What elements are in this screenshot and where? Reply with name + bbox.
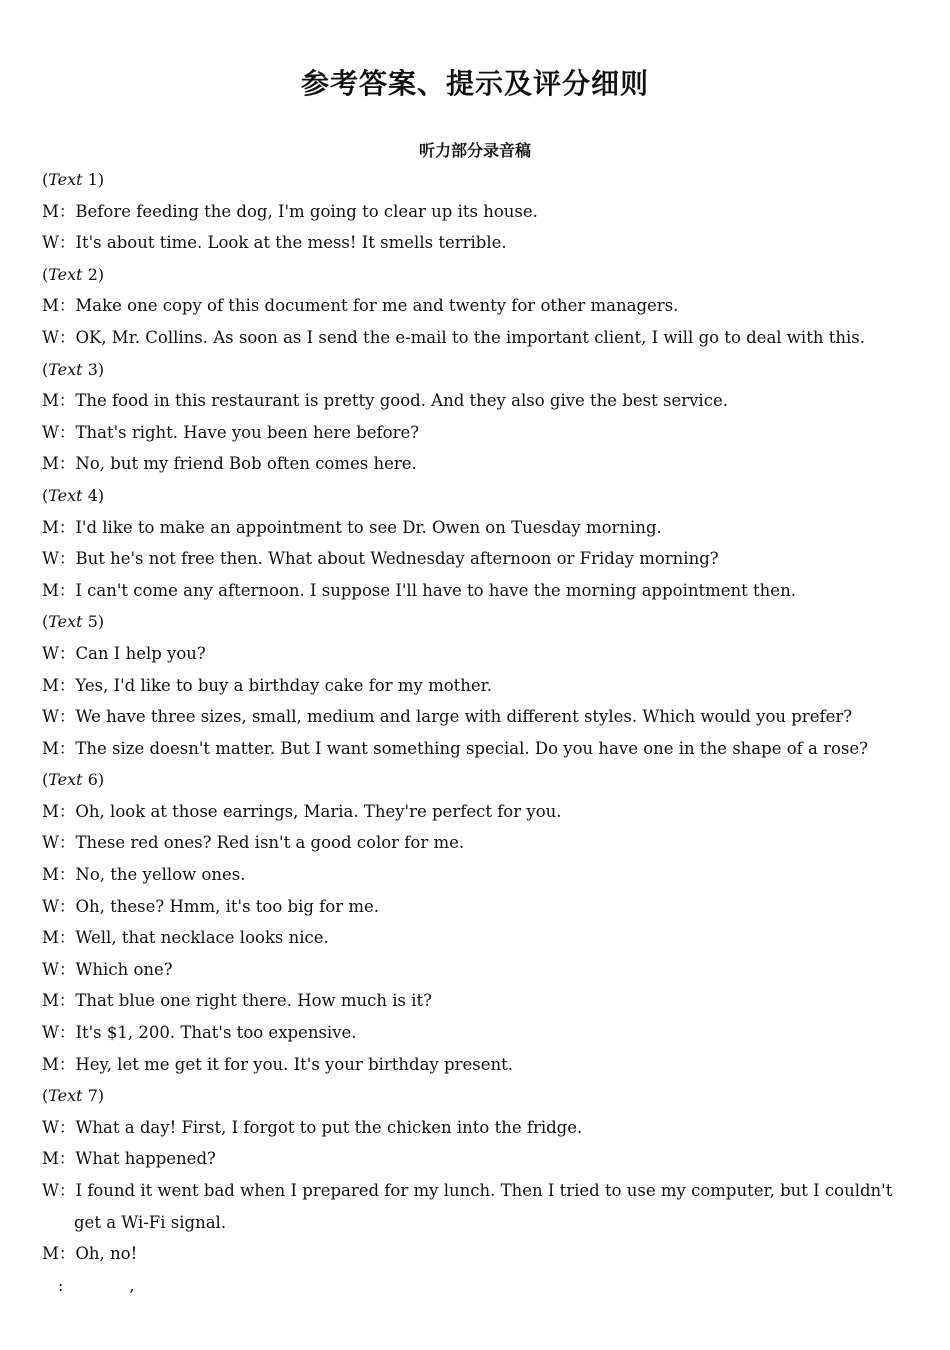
label-number: 2) [82, 264, 105, 284]
dialogue-text: Make one copy of this document for me and twenty for other managers. [75, 296, 679, 316]
dialogue-text: Well, that necklace looks nice. [75, 928, 329, 948]
label-word: Text [48, 264, 83, 284]
speaker-separator: ： [58, 580, 76, 600]
dialogue-line [42, 385, 914, 417]
dialogue-text: The size doesn't matter. But I want something special. Do you have one in the shape of a rose? [75, 738, 868, 758]
speaker-separator: ： [58, 391, 76, 411]
speaker-tag: M [42, 738, 59, 758]
label-number: 7) [82, 1086, 105, 1106]
speaker-separator: ： [58, 1117, 76, 1137]
dialogue-line [42, 670, 914, 702]
speaker-tag: M [42, 1244, 59, 1264]
speaker-separator: ： [58, 865, 76, 885]
dialogue-line [42, 1143, 914, 1175]
dialogue-line [42, 322, 914, 354]
dialogue-text: What a day! First, I forgot to put the chicken into the fridge. [75, 1117, 583, 1137]
dialogue-text: No, but my friend Bob often comes here. [75, 454, 417, 474]
dialogue-text: That's right. Have you been here before? [75, 422, 420, 442]
text-section-label [42, 764, 914, 796]
dialogue-line [42, 448, 914, 480]
dialogue-text: I found it went bad when I prepared for my lunch. Then I tried to use my computer, but I couldn't get a Wi-Fi signal. [74, 1181, 893, 1232]
speaker-tag: M [42, 296, 59, 316]
dialogue-line [42, 1238, 914, 1270]
label-number: 5) [82, 612, 105, 632]
dialogue-line [42, 1049, 914, 1081]
dialogue-line [42, 796, 914, 828]
dialogue-line [42, 859, 914, 891]
speaker-tag: M [42, 675, 59, 695]
speaker-tag: M [42, 580, 59, 600]
speaker-separator: ： [58, 991, 76, 1011]
dialogue-line [42, 196, 914, 228]
dialogue-text: The food in this restaurant is pretty good. And they also give the best service. [75, 391, 728, 411]
dialogue-text: But he's not free then. What about Wednesday afternoon or Friday morning? [75, 549, 719, 569]
speaker-tag: M [42, 1054, 59, 1074]
speaker-tag: W [42, 959, 59, 979]
speaker-separator: ： [58, 959, 76, 979]
label-word: Text [48, 359, 83, 379]
speaker-tag: W [42, 1181, 59, 1200]
dialogue-text: I'd like to make an appointment to see Dr. Owen on Tuesday morning. [75, 517, 662, 537]
speaker-separator: ： [58, 1054, 76, 1074]
dialogue-text: It's about time. Look at the mess! It smells terrible. [75, 233, 507, 253]
speaker-tag: W [42, 549, 59, 569]
speaker-separator: ： [58, 233, 76, 253]
dialogue-line [42, 1112, 914, 1144]
label-paren: ( [42, 170, 49, 189]
label-word: Text [48, 485, 83, 505]
speaker-separator: ： [58, 201, 76, 221]
speaker-separator: ： [58, 738, 76, 758]
dialogue-line [42, 891, 914, 923]
text-section-label [42, 480, 914, 512]
speaker-separator: ： [58, 675, 76, 695]
speaker-tag: M [42, 928, 59, 948]
dialogue-text: It's $1, 200. That's too expensive. [75, 1023, 357, 1043]
speaker-tag: W [42, 1023, 59, 1043]
page-title: 参考答案、提示及评分细则 [300, 67, 649, 100]
dialogue-line [42, 922, 914, 954]
text-section-label [42, 354, 914, 386]
label-number: 6) [82, 770, 105, 790]
dialogue-text: Can I help you? [75, 643, 206, 663]
dialogue-text: Hey, let me get it for you. It's your birthday present. [75, 1054, 513, 1074]
speaker-tag: M [42, 391, 59, 411]
label-number: 4) [82, 485, 105, 505]
label-word: Text [48, 612, 83, 632]
dialogue-line [42, 1175, 914, 1238]
dialogue-text: We have three sizes, small, medium and large with different styles. Which would you prefer? [75, 707, 853, 727]
speaker-separator: ： [58, 643, 76, 663]
dialogue-line [42, 954, 914, 986]
speaker-tag: W [42, 1117, 59, 1137]
speaker-separator: ： [58, 327, 76, 347]
speaker-separator: ： [58, 1023, 76, 1043]
dialogue-line [42, 638, 914, 670]
label-paren: ( [42, 612, 49, 632]
speaker-tag: M [42, 1149, 59, 1169]
dialogue-line [42, 512, 914, 544]
label-paren: ( [42, 264, 49, 284]
speaker-separator: ： [58, 1181, 76, 1200]
text-section-label [42, 259, 914, 291]
speaker-separator: ： [58, 422, 76, 442]
speaker-tag: M [42, 517, 59, 537]
section-subtitle: 听力部分录音稿 [418, 141, 531, 160]
label-word: Text [48, 1086, 83, 1106]
speaker-tag: W [42, 422, 59, 442]
cut-off-line-fragment: : , [58, 1276, 135, 1295]
text-section-label [42, 1080, 914, 1112]
label-paren: ( [42, 359, 49, 379]
speaker-separator: ： [58, 296, 76, 316]
label-paren: ( [42, 770, 49, 790]
text-section-label [42, 164, 914, 196]
speaker-tag: M [42, 801, 59, 821]
speaker-separator: ： [58, 454, 76, 474]
dialogue-text: OK, Mr. Collins. As soon as I send the e-mail to the important client, I will go to deal with this. [75, 327, 865, 347]
dialogue-line [42, 575, 914, 607]
label-number: 1) [82, 170, 105, 189]
speaker-tag: M [42, 865, 59, 885]
speaker-separator: ： [58, 549, 76, 569]
dialogue-line [42, 1017, 914, 1049]
speaker-separator: ： [58, 896, 76, 916]
speaker-tag: M [42, 991, 59, 1011]
dialogue-text: I can't come any afternoon. I suppose I'll have to have the morning appointment then. [75, 580, 796, 600]
speaker-separator: ： [58, 1244, 76, 1264]
speaker-separator: ： [58, 928, 76, 948]
dialogue-text: These red ones? Red isn't a good color for me. [75, 833, 465, 853]
speaker-tag: M [42, 454, 59, 474]
dialogue-line [42, 985, 914, 1017]
dialogue-text: Oh, these? Hmm, it's too big for me. [75, 896, 380, 916]
speaker-tag: M [42, 201, 59, 221]
label-word: Text [48, 770, 83, 790]
label-paren: ( [42, 485, 49, 505]
dialogue-text: Oh, no! [75, 1244, 138, 1264]
label-number: 3) [82, 359, 105, 379]
dialogue-text: Which one? [75, 959, 173, 979]
speaker-tag: W [42, 643, 59, 663]
speaker-tag: W [42, 233, 59, 253]
dialogue-line [42, 227, 914, 259]
dialogue-text: Yes, I'd like to buy a birthday cake for my mother. [75, 675, 492, 695]
speaker-separator: ： [58, 801, 76, 821]
dialogue-line [42, 733, 914, 765]
transcript-body [42, 164, 914, 1270]
speaker-tag: W [42, 327, 59, 347]
speaker-separator: ： [58, 517, 76, 537]
dialogue-text: Oh, look at those earrings, Maria. They're perfect for you. [75, 801, 562, 821]
dialogue-line [42, 543, 914, 575]
label-word: Text [48, 170, 83, 189]
speaker-separator: ： [58, 707, 76, 727]
dialogue-text: What happened? [75, 1149, 216, 1169]
speaker-tag: W [42, 896, 59, 916]
speaker-separator: ： [58, 1149, 76, 1169]
dialogue-line [42, 417, 914, 449]
dialogue-line [42, 290, 914, 322]
dialogue-line [42, 701, 914, 733]
dialogue-text: That blue one right there. How much is it? [75, 991, 433, 1011]
speaker-tag: W [42, 707, 59, 727]
dialogue-line [42, 827, 914, 859]
text-section-label [42, 606, 914, 638]
dialogue-text: No, the yellow ones. [75, 865, 246, 885]
speaker-tag: W [42, 833, 59, 853]
label-paren: ( [42, 1086, 49, 1106]
dialogue-text: Before feeding the dog, I'm going to clear up its house. [75, 201, 538, 221]
speaker-separator: ： [58, 833, 76, 853]
